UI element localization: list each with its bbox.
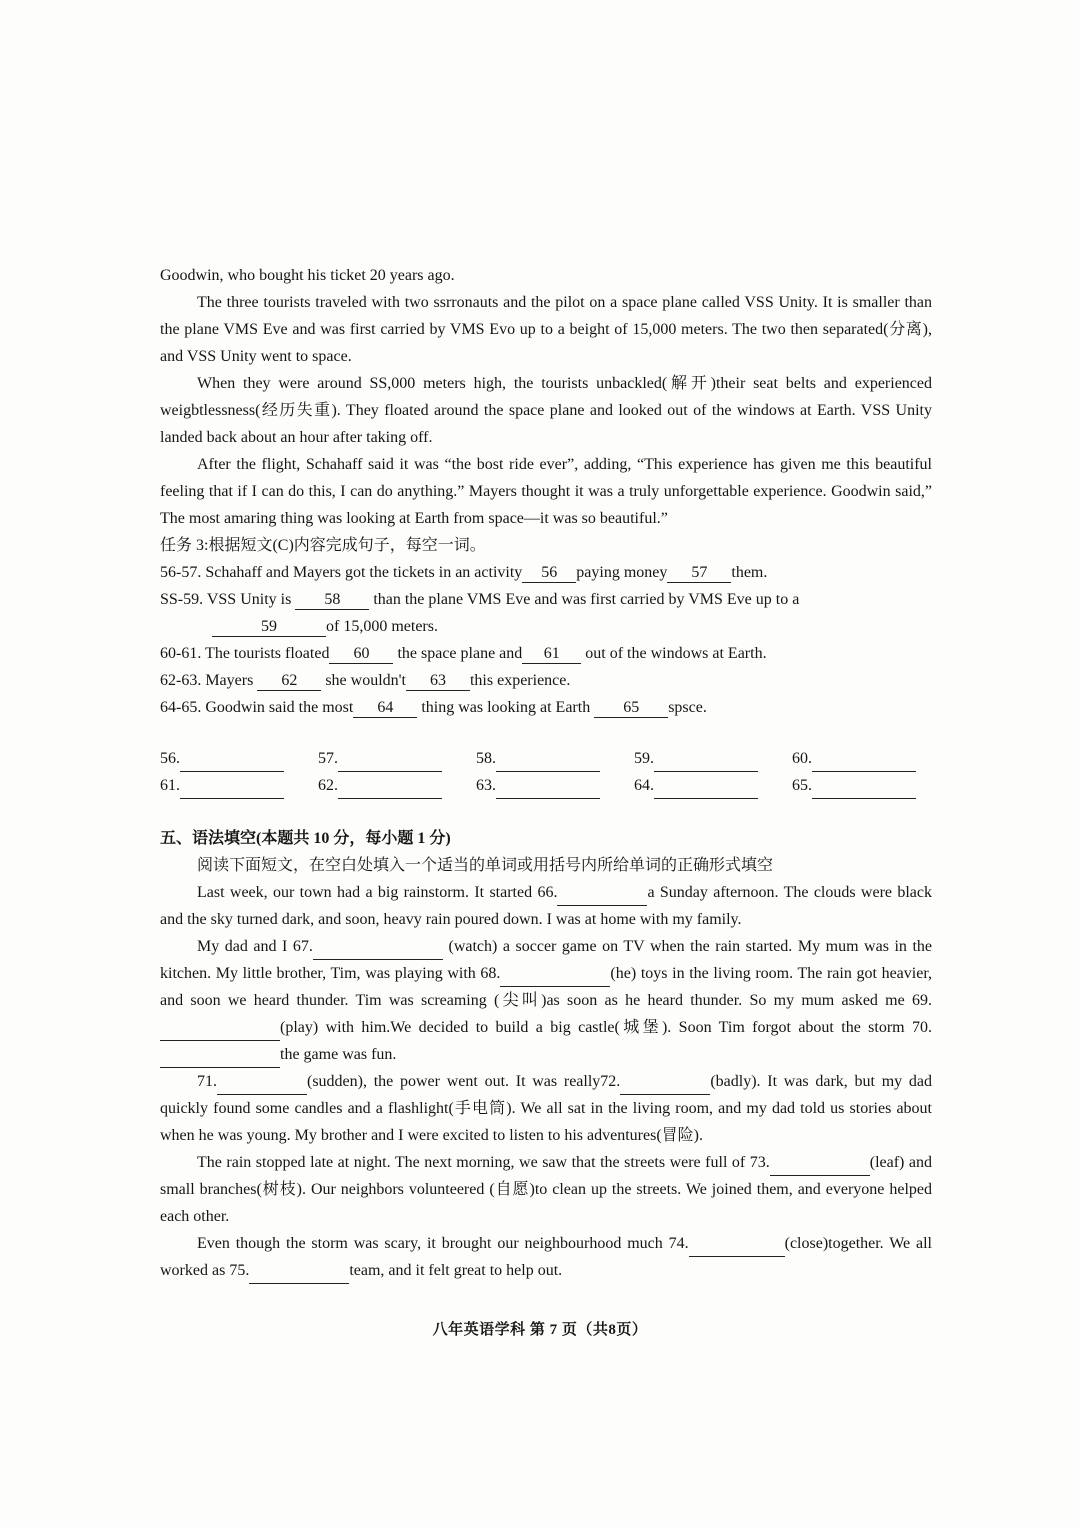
answer-59[interactable]: 59. xyxy=(634,745,774,772)
blank-60[interactable]: 60 xyxy=(329,645,393,664)
question-64-65: 64-65. Goodwin said the most 64 thing was looking at Earth 65 spsce. xyxy=(160,699,707,716)
page-footer: 八年英语学科 第 7 页（共8页） xyxy=(432,1322,648,1338)
gap-70[interactable] xyxy=(160,1052,280,1068)
grammar-paragraph-1: Last week, our town had a big rainstorm. It started 66. a Sunday afternoon. The clouds were black and the sky turned dark, and soon, heavy rain poured down. I was at home with my family. xyxy=(160,884,933,928)
section5-instruction: 阅读下面短文，在空白处填入一个适当的单词或用括号内所给单词的正确形式填空 xyxy=(197,857,774,874)
passage-paragraph-1: The three tourists traveled with two ssrronauts and the pilot on a space plane called VSS Unity. It is smaller than the plane VMS Eve and was first carried by VMS Evo up to a beight of 15,000 meters. The two then separated(分离), and VSS Unity went to space. xyxy=(160,294,932,365)
task3-title: 任务 3:根据短文(C)内容完成句子，每空一词。 xyxy=(160,537,486,554)
gap-69[interactable] xyxy=(160,1025,280,1041)
answer-sheet xyxy=(160,745,932,799)
question-60-61: 60-61. The tourists floated 60 the space plane and 61 out of the windows at Earth. xyxy=(160,645,767,662)
gap-75[interactable] xyxy=(249,1268,349,1284)
question-58-59: SS-59. VSS Unity is 58 than the plane VMS Eve and was first carried by VMS Eve up to a xyxy=(160,591,800,608)
answer-row-2 xyxy=(160,772,932,799)
question-59-cont: 59 of 15,000 meters. xyxy=(160,613,932,640)
answer-57[interactable]: 57. xyxy=(318,745,458,772)
blank-65[interactable]: 65 xyxy=(594,699,668,718)
blank-58[interactable]: 58 xyxy=(295,591,369,610)
answer-60[interactable]: 60. xyxy=(792,745,932,772)
answer-61[interactable]: 61. xyxy=(160,772,300,799)
exam-page xyxy=(160,262,932,1284)
blank-57[interactable]: 57 xyxy=(667,564,731,583)
section5-title: 五、语法填空(本题共 10 分，每小题 1 分) xyxy=(160,830,451,847)
answer-63[interactable]: 63. xyxy=(476,772,616,799)
blank-64[interactable]: 64 xyxy=(353,699,417,718)
answer-58[interactable]: 58. xyxy=(476,745,616,772)
blank-62[interactable]: 62 xyxy=(257,672,321,691)
gap-66[interactable] xyxy=(557,890,647,906)
question-62-63: 62-63. Mayers 62 she wouldn't 63 this experience. xyxy=(160,672,571,689)
gap-67[interactable] xyxy=(313,944,443,960)
passage-paragraph-2: When they were around SS,000 meters high, the tourists unbackled(解开)their seat belts and experienced weigbtlessness(经历失重). They floated around the space plane and looked out of the windows at Earth. VSS Unity landed back about an hour after taking off. xyxy=(160,375,932,446)
grammar-paragraph-3: 71. (sudden), the power went out. It was really72. (badly). It was dark, but my dad quickly found some candles and a flashlight(手电筒). We all sat in the living room, and my dad told us stories about when he was young. My brother and I were excited to listen to his adventures(冒险). xyxy=(160,1073,933,1144)
grammar-paragraph-4: The rain stopped late at night. The next morning, we saw that the streets were full of 73. (leaf) and small branches(树枝). Our neighbors volunteered (自愿)to clean up the streets. We joined them, and everyone helped each other. xyxy=(160,1154,932,1225)
answer-row-1 xyxy=(160,745,932,772)
blank-56[interactable]: 56 xyxy=(522,564,576,583)
passage-line-top: Goodwin, who bought his ticket 20 years ago. xyxy=(160,267,455,284)
gap-71[interactable] xyxy=(217,1079,307,1095)
gap-68[interactable] xyxy=(500,971,610,987)
answer-65[interactable]: 65. xyxy=(792,772,932,799)
gap-74[interactable] xyxy=(689,1241,785,1257)
question-56-57: 56-57. Schahaff and Mayers got the tickets in an activity 56 paying money 57 them. xyxy=(160,564,768,581)
answer-56[interactable]: 56. xyxy=(160,745,300,772)
blank-61[interactable]: 61 xyxy=(522,645,581,664)
gap-72[interactable] xyxy=(620,1079,710,1095)
grammar-paragraph-2: My dad and I 67. (watch) a soccer game on TV when the rain started. My mum was in the kitchen. My little brother, Tim, was playing with 68. (he) toys in the living room. The rain got heavier, and soon we heard thunder. Tim was screaming (尖叫)as soon as he heard thunder. So my mum asked me 69.(play) with him.We decided to build a big castle(城堡). Soon Tim forgot about the storm 70.the game was fun. xyxy=(160,933,932,1068)
passage-paragraph-3: After the flight, Schahaff said it was “the bost ride ever”, adding, “This experience has given me this beautiful feeling that if I can do this, I can do anything.” Mayers thought it was a truly unforgettable experience. Goodwin said,” The most amaring thing was looking at Earth from space—it was so beautiful.” xyxy=(160,456,932,527)
blank-59[interactable]: 59 xyxy=(212,618,326,637)
blank-63[interactable]: 63 xyxy=(406,672,470,691)
gap-73[interactable] xyxy=(770,1160,870,1176)
answer-62[interactable]: 62. xyxy=(318,772,458,799)
grammar-paragraph-5: Even though the storm was scary, it brought our neighbourhood much 74. (close)together. We all worked as 75. team, and it felt great to help out. xyxy=(160,1230,932,1284)
answer-64[interactable]: 64. xyxy=(634,772,774,799)
